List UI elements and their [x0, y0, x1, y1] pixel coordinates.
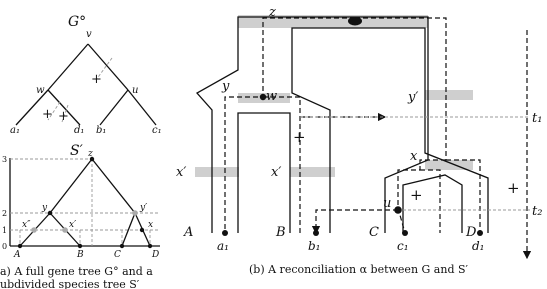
species-tree-outline: [197, 17, 488, 233]
node-c1: c₁: [152, 125, 162, 136]
leaf-c: C: [369, 225, 379, 240]
loss-mark: +: [507, 179, 520, 197]
leaf-a: A: [184, 225, 194, 240]
loss-mark: +: [410, 186, 423, 204]
leaf-d: D: [152, 250, 160, 260]
node-x-prime-left: x′: [176, 165, 187, 180]
gene-tree-g: [10, 14, 162, 136]
node-z: z: [269, 5, 276, 20]
gene-leaf-b1: b₁: [308, 239, 321, 253]
node-y-prime: y′: [140, 203, 148, 213]
time-t2: t₂: [532, 204, 543, 219]
gene-leaf-c1: c₁: [397, 239, 409, 253]
species-tree-title: S′: [70, 143, 83, 159]
caption-b: (b) A reconciliation α between G and S′: [249, 263, 469, 276]
gene-lineage: [225, 18, 480, 233]
node-x-prime: x′: [69, 220, 77, 230]
species-tree-s: [2, 143, 160, 260]
leaf-b: B: [276, 225, 286, 240]
loss-mark: +: [91, 72, 102, 87]
gene-tree-title: G°: [68, 14, 87, 30]
node-w: w: [266, 89, 278, 104]
axis-tick: 2: [2, 209, 8, 218]
leaf-c: C: [114, 250, 121, 260]
node-x-prime-right: x′: [271, 165, 282, 180]
node-d1: d₁: [74, 125, 85, 136]
node-y: y: [42, 203, 48, 213]
node-u: u: [383, 196, 392, 211]
leaf-d: D: [466, 225, 477, 240]
node-w: w: [36, 85, 45, 96]
node-u: u: [132, 85, 139, 96]
node-a1: a₁: [10, 125, 20, 136]
node-x: x: [410, 149, 418, 164]
caption-a-line2: ubdivided species tree S′: [0, 278, 140, 289]
gene-leaf-d1: d₁: [472, 239, 485, 253]
loss-mark: +: [42, 107, 53, 122]
leaf-a: A: [14, 250, 21, 260]
axis-tick: 3: [2, 155, 8, 164]
node-b1: b₁: [96, 125, 107, 136]
time-t1: t₁: [532, 111, 543, 126]
gene-leaf-a1: a₁: [217, 239, 229, 253]
caption-a-line1: a) A full gene tree G° and a: [0, 265, 153, 278]
node-y: y: [222, 79, 230, 94]
node-z: z: [88, 149, 93, 159]
axis-tick: 0: [2, 242, 8, 251]
leaf-b: B: [77, 250, 84, 260]
node-x-double-prime: x″: [22, 220, 31, 230]
node-v: v: [86, 29, 92, 40]
loss-mark: +: [58, 109, 69, 124]
loss-mark: +: [293, 128, 306, 146]
reconciliation-diagram: [176, 5, 542, 258]
transfer-edge-t2: [316, 210, 398, 233]
axis-tick: 1: [2, 226, 8, 235]
node-y-prime: y′: [408, 90, 419, 105]
node-x: x: [148, 220, 154, 230]
